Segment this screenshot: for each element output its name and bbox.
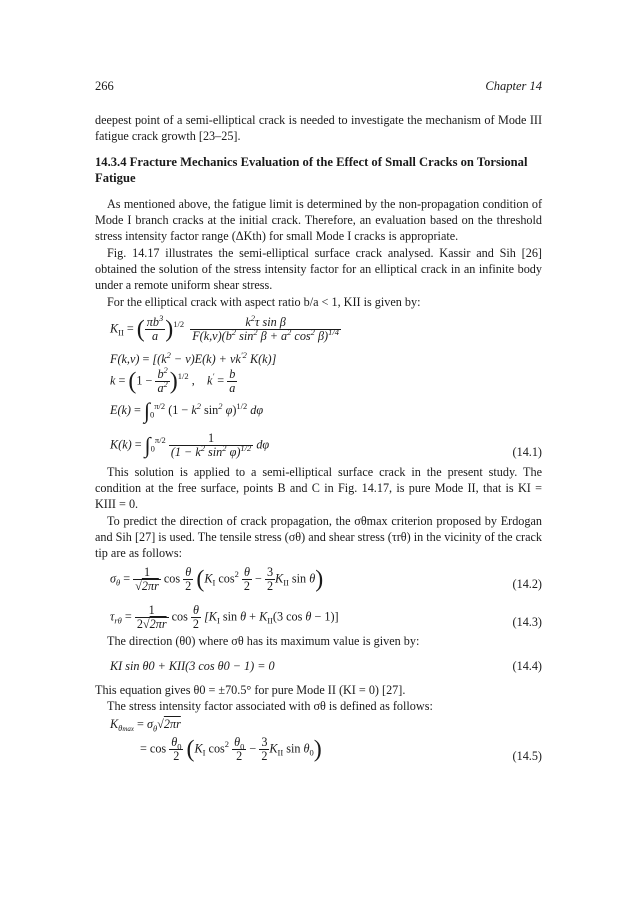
equation-kii: $K_{II}$ = ( $\frac{\pi b^3}{a}$ )$^{1/2}$ $\frac{k^2\tau \sin \beta}{F(k,\nu)(b^2 \sin^2 \beta + a^2 \cos^2 \beta)^{1/4}}$: [110, 312, 339, 343]
equation-k-theta-max-expanded: = cos $\frac{\theta_0}{2}$ ($K_I$ $\cos^2$ $\frac{\theta_0}{2}$ − $\frac{3}{2}$ $K_{II}$ $\sin \theta_0$): [140, 735, 322, 763]
chapter-label: Chapter 14: [485, 79, 542, 93]
paragraph-4: This solution is applied to a semi-elliptical surface crack in the present study. The condition at the free surface, points B and C in Fig. 14.17, is pure Mode II, that is KI = KIII = 0.: [95, 465, 542, 512]
equation-kk: $K(k) = \int_0^{\pi/2}$ $\frac{1}{(1 - k^2 \sin^2 \varphi)^{1/2}}$ dφ: [110, 431, 270, 459]
equation-sigma-theta: $\sigma_\theta$ = $\frac{1}{√2\pi r}$ cos $\frac{\theta}{2}$ ($K_I$ $\cos^2$ $\frac{\theta}{2}$ − $\frac{3}{2}$ $K_{II}$ sin θ): [110, 565, 324, 593]
equation-f: $F(k,\nu) = [(k^2 - \nu)E(k) + \nu k^{'2}$ K(k)]: [110, 349, 277, 366]
equation-k-theta-max: $K_{\theta max} = \sigma_\theta√2\pi r$: [110, 717, 181, 734]
equation-number-14-2: (14.2): [512, 577, 542, 591]
paragraph-3: For the elliptical crack with aspect ratio b/a < 1, KII is given by:: [107, 295, 421, 309]
equation-tau-r-theta: $\tau_{r\theta}$ = $\frac{1}{2√2\pi r}$ cos $\frac{\theta}{2}$ [$K_I$ $\sin \theta + K_{II}(3$ cos θ − 1)]: [110, 603, 339, 631]
paragraph-2: Fig. 14.17 illustrates the semi-elliptical surface crack analysed. Kassir and Sih [26] obtained the solution of the stress intensity factor for an elliptical crack in an infinite body under a remote uniform shear stress.: [95, 246, 542, 293]
equation-number-14-1: (14.1): [512, 445, 542, 459]
equation-number-14-4: (14.4): [512, 659, 542, 673]
paragraph-1: As mentioned above, the fatigue limit is determined by the non-propagation condition of Mode I branch cracks at the initial crack. Therefore, an evaluation based on the threshold stress intensity factor range (ΔKth) for small Mode I cracks is appropriate.: [95, 197, 542, 244]
equation-k: k = (1 − $\frac{b^2}{a^2}$ )$^{1/2}$ , k′ = $\frac{b}{a}$: [110, 364, 236, 395]
equation-number-14-5: (14.5): [512, 749, 542, 763]
paragraph-7: This equation gives θ0 = ±70.5° for pure Mode II (KI = 0) [27].: [95, 683, 406, 697]
intro-paragraph: deepest point of a semi-elliptical crack is needed to investigate the mechanism of Mode III fatigue crack growth [23–25].: [95, 113, 542, 144]
section-heading: 14.3.4 Fracture Mechanics Evaluation of the Effect of Small Cracks on Torsional Fatigue: [95, 155, 528, 185]
paragraph-6: The direction (θ0) where σθ has its maximum value is given by:: [107, 634, 420, 648]
equation-ek: $E(k) = \int_0^{\pi/2}$ ($1 - k^2$ $\sin^2 \varphi)^{1/2}$ dφ: [110, 398, 264, 424]
equation-direction: KI sin θ0 + KII(3 cos θ0 − 1) = 0: [110, 659, 275, 673]
paragraph-5: To predict the direction of crack propagation, the σθmax criterion proposed by Erdogan and Sih [27] is used. The tensile stress (σθ) and shear stress (τrθ) in the vicinity of the crack tip are as follows:: [95, 514, 542, 561]
equation-number-14-3: (14.3): [512, 615, 542, 629]
page-number: 266: [95, 79, 114, 93]
paragraph-8: The stress intensity factor associated with σθ is defined as follows:: [107, 699, 433, 713]
running-header: [95, 78, 542, 94]
